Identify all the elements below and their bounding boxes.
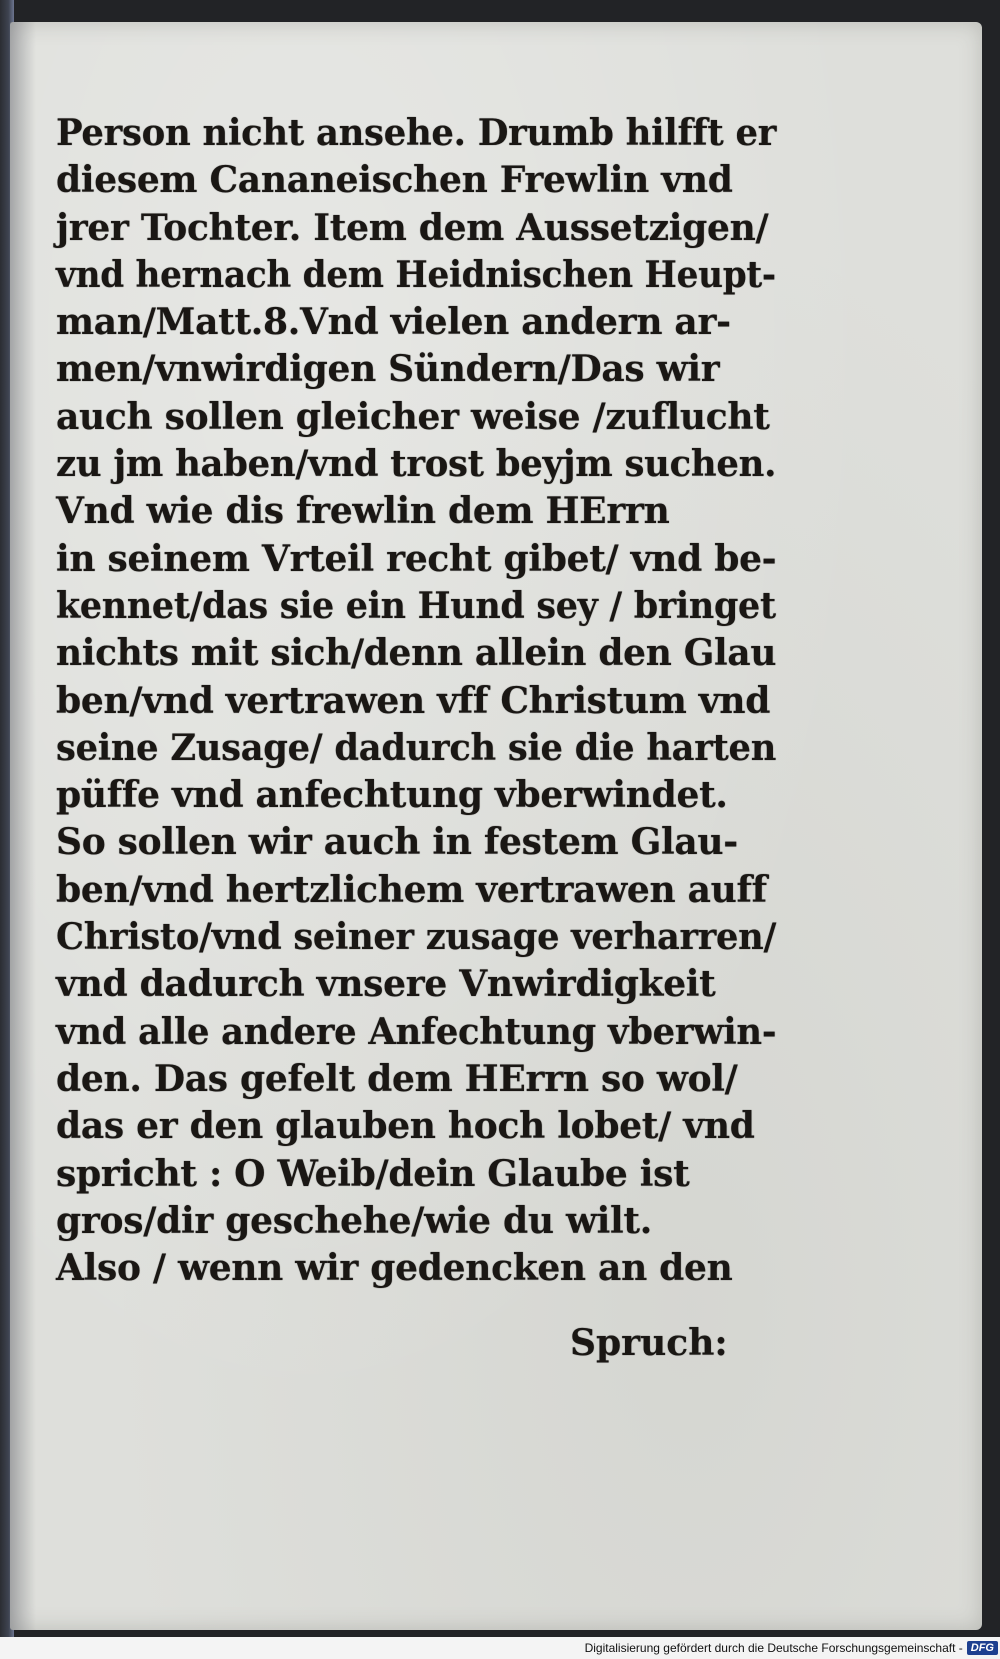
text-line: So sollen wir auch in festem Glau-	[56, 821, 738, 864]
text-line: Vnd wie dis frewlin dem HErrn	[56, 490, 670, 533]
page-text-block	[56, 110, 776, 1292]
text-line: kennet/das sie ein Hund sey / bringet	[56, 584, 776, 627]
text-line: diesem Cananeischen Frewlin vnd	[56, 159, 733, 202]
text-line: in seinem Vrteil recht gibet/ vnd be-	[56, 537, 777, 580]
text-line: man/Matt.8.Vnd vielen andern ar-	[56, 301, 731, 344]
book-page	[10, 22, 982, 1630]
text-line: vnd hernach dem Heidnischen Heupt-	[56, 253, 776, 296]
gutter-shadow	[10, 22, 36, 1630]
text-line: spricht : O Weib/dein Glaube ist	[56, 1152, 690, 1195]
text-line: vnd dadurch vnsere Vnwirdigkeit	[56, 963, 716, 1006]
dfg-logo[interactable]: DFG	[967, 1641, 998, 1655]
text-line: seine Zusage/ dadurch sie die harten	[56, 726, 777, 769]
text-line: Christo/vnd seiner zusage verharren/	[56, 916, 777, 959]
text-line: auch sollen gleicher weise /zuflucht	[56, 395, 770, 438]
text-line: ben/vnd hertzlichem vertrawen auff	[56, 868, 767, 911]
text-line: men/vnwirdigen Sündern/Das wir	[56, 348, 720, 391]
text-line: den. Das gefelt dem HErrn so wol/	[56, 1057, 738, 1100]
text-line: Person nicht ansehe. Drumb hilfft er	[56, 112, 777, 154]
text-line: ben/vnd vertrawen vff Christum vnd	[56, 679, 771, 722]
text-line: Also / wenn wir gedencken an den	[56, 1247, 733, 1290]
text-line: zu jm haben/vnd trost beyjm suchen.	[56, 443, 777, 486]
text-line: nichts mit sich/denn allein den Glau	[56, 632, 777, 675]
text-line: das er den glauben hoch lobet/ vnd	[56, 1105, 755, 1148]
digitization-footer	[0, 1637, 1000, 1659]
text-line: vnd alle andere Anfechtung vberwin-	[56, 1010, 777, 1053]
text-line: püffe vnd anfechtung vberwindet.	[56, 774, 728, 817]
catchword: Spruch:	[570, 1322, 728, 1364]
text-line: gros/dir geschehe/wie du wilt.	[56, 1199, 652, 1242]
text-line: jrer Tochter. Item dem Aussetzigen/	[56, 206, 769, 249]
funding-notice: Digitalisierung gefördert durch die Deutsche Forschungsgemeinschaft -	[584, 1641, 963, 1655]
